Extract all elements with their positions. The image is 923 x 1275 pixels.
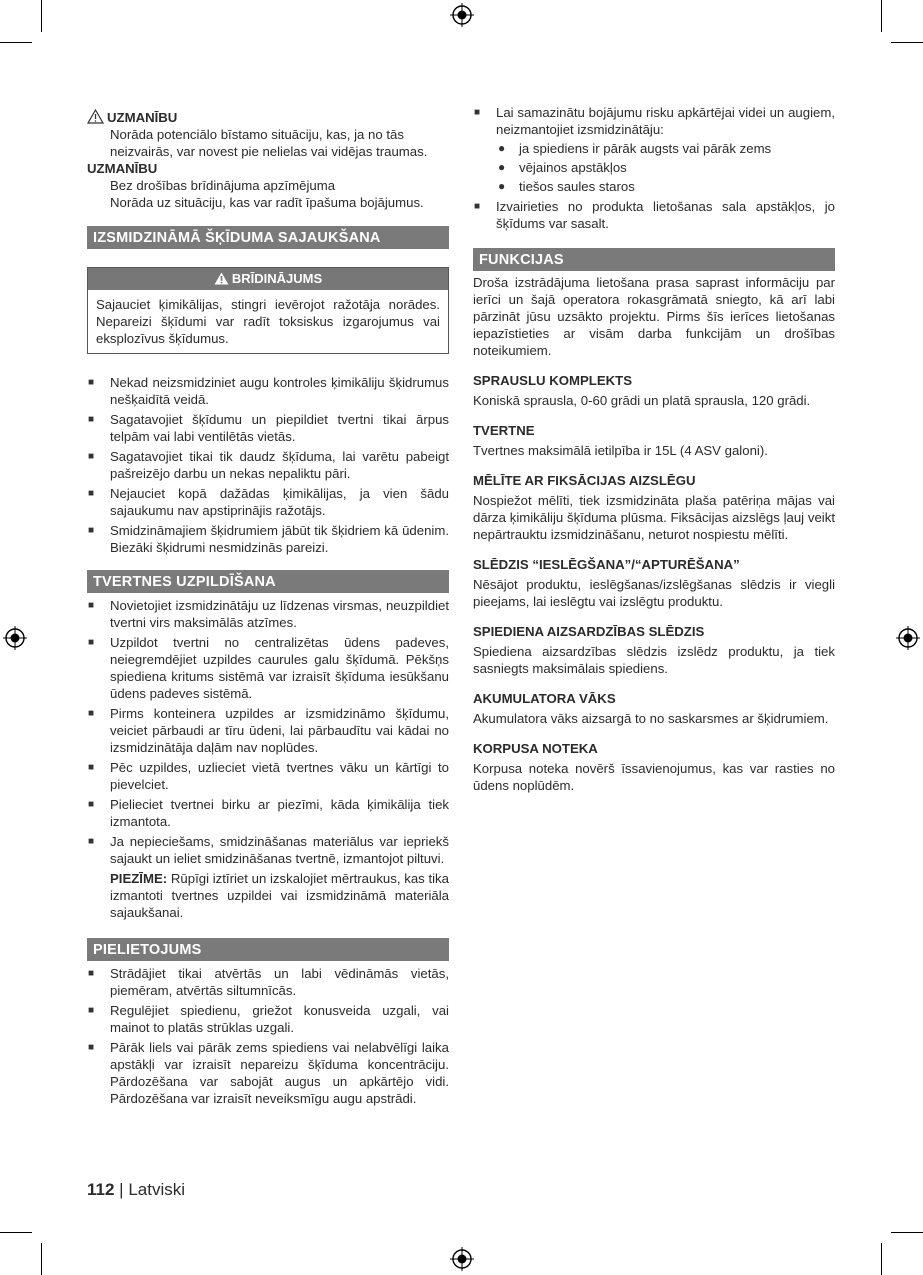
list-item: ■ Regulējiet spiedienu, griežot konusveida uzgali, vai mainot to platās strūklas uzgali. (88, 1003, 449, 1035)
warning-triangle-icon (87, 109, 104, 124)
page-footer (87, 1181, 185, 1198)
list-item: ■ Smidzināmajiem šķidrumiem jābūt tik šķidriem kā ūdenim. Biezāki šķidrumi nesmidzinās pareizi. (88, 523, 449, 555)
registration-mark-icon (3, 626, 27, 650)
list-item: ■ Novietojiet izsmidzinātāju uz līdzenas virsmas, neuzpildiet tvertni virs maksimālās atzīmes. (88, 598, 449, 630)
list-item: ■ Nejauciet kopā dažādas ķimikālijas, ja vien šādu sajaukumu nav apstiprinājis ražotājs. (88, 486, 449, 518)
mixing-list (87, 374, 449, 556)
crop-mark (41, 1243, 42, 1275)
caution-title: UZMANĪBU (87, 109, 449, 126)
registration-mark-icon (450, 1247, 474, 1271)
crop-mark (41, 0, 42, 32)
crop-mark (891, 42, 923, 43)
feature-section (473, 623, 835, 677)
note (110, 870, 449, 921)
list-item: ■ Sagatavojiet šķīdumu un piepildiet tvertni tikai ārpus telpām vai labi ventilētās vietās. (88, 412, 449, 444)
list-item: ■ Uzpildot tvertni no centralizētas ūdens padeves, neiegremdējiet uzpildes caurules galu šķīdumā. Pēkšņs spiediena kritums sistēmā var izraisīt šķīduma iesūkšanu ūdens padeves sistēmā. (88, 635, 449, 701)
note-text: Rūpīgi iztīriet un izskalojiet mērtraukus, kas tika izmantoti tvertnes uzpildei vai izsmidzināmā materiāla sajaukšanai. (110, 871, 449, 920)
warning-box-text: Sajauciet ķimikālijas, stingri ievērojot ražotāja norādes. Nepareizi šķīdumi var radīt toksiskus izgarojumus vai eksplozīvus šķīdumus. (96, 297, 440, 346)
feature-section (473, 556, 835, 610)
left-column (87, 109, 449, 1110)
feature-title: MĒLĪTE AR FIKSĀCIJAS AIZSLĒGU (473, 473, 696, 488)
sublist-item: ● tiešos saules staros (498, 179, 635, 194)
page-number: 112 (87, 1180, 115, 1199)
list-item: ■ Pārāk liels vai pārāk zems spiediens vai nelabvēlīgi laika apstākļi var izraisīt nepareizu šķīduma koncentrāciju. Pārdozēšana var sabojāt augus un apkārtējo vidi. Pārdozēšana var izraisīt neveiksmīgu augu apstrādi. (88, 1040, 449, 1106)
feature-title: SPIEDIENA AIZSARDZĪBAS SLĒDZIS (473, 624, 705, 639)
warning-box (87, 267, 449, 354)
feature-text: Nēsājot produktu, ieslēgšanas/izslēgšanas slēdzis ir viegli pieejams, lai ieslēgtu vai izslēgtu produktu. (473, 577, 835, 609)
caution-desc-2a: Bez drošības brīdinājuma apzīmējuma (110, 178, 336, 193)
caution-block (87, 109, 449, 211)
section-header-usage: PIELIETOJUMS (87, 938, 449, 961)
section-header-mixing: IZSMIDZINĀMĀ ŠĶĪDUMA SAJAUKŠANA (87, 226, 449, 249)
feature-text: Korpusa noteka novērš īssavienojumus, kas var rasties no ūdens noplūdēm. (473, 761, 835, 793)
list-item: ■ Pielieciet tvertnei birku ar piezīmi, kāda ķimikālija tiek izmantota. (88, 797, 449, 829)
feature-section (473, 472, 835, 543)
feature-text: Koniskā sprausla, 0-60 grādi un platā sprausla, 120 grādi. (473, 393, 811, 408)
feature-title: TVERTNE (473, 423, 535, 438)
caution-desc: Norāda potenciālo bīstamo situāciju, kas, ja no tās neizvairās, var novest pie nelielas vai vidējas traumas. (110, 127, 428, 159)
note-label: PIEZĪME: (110, 871, 168, 886)
feature-section (473, 690, 835, 727)
crop-mark (0, 1232, 32, 1233)
feature-text: Spiediena aizsardzības slēdzis izslēdz produktu, ja tiek sasniegts maksimālais spiediens. (473, 644, 835, 676)
sublist-item: ● ja spiediens ir pārāk augsts vai pārāk zems (498, 141, 772, 156)
caution-title-2: UZMANĪBU (87, 161, 158, 176)
feature-section (473, 422, 835, 459)
footer-separator: | (114, 1180, 129, 1199)
list-item: ■ Sagatavojiet tikai tik daudz šķīduma, lai varētu pabeigt pašreizējo darbu un nekas nepaliktu pāri. (88, 449, 449, 481)
list-item: ■ Strādājiet tikai atvērtās un labi vēdināmās vietās, piemēram, atvērtās siltumnīcās. (88, 966, 449, 998)
feature-text: Tvertnes maksimālā ietilpība ir 15L (4 ASV galoni). (473, 443, 768, 458)
usage-list (87, 965, 449, 1107)
crop-mark (881, 1243, 882, 1275)
feature-title: SLĒDZIS “IESLĒGŠANA”/“APTURĒŠANA” (473, 557, 740, 572)
feature-text: Akumulatora vāks aizsargā to no saskarsmes ar šķidrumiem. (473, 711, 829, 726)
filling-list (87, 597, 449, 921)
list-item: ■ Ja nepieciešams, smidzināšanas materiālus var iepriekš sajaukt un ieliet smidzināšanas tvertnē, izmantojot piltuvi. PIEZĪME: Rūpīgi iztīriet un izskalojiet mērtraukus, kas tika izmantoti tvertnes uzpildei vai izsmidzināmā materiāla sajaukšanai. (88, 834, 449, 920)
crop-mark (0, 42, 32, 43)
list-item: ■ Izvairieties no produkta lietošanas sala apstākļos, jo šķīdums var sasalt. (474, 199, 835, 231)
registration-mark-icon (896, 626, 920, 650)
list-item: ■ Nekad neizsmidziniet augu kontroles ķimikāliju šķidrumus nešķaidītā veidā. (88, 375, 449, 407)
list-item: ■ Lai samazinātu bojājumu risku apkārtējai videi un augiem, neizmantojiet izsmidzinātāju: ● ja spiediens ir pārāk augsts vai pārāk zems ● vējainos apstākļos ● tiešos saules staros (474, 105, 835, 194)
features-intro: Droša izstrādājuma lietošana prasa saprast informāciju par ierīci un šajā operatora rokasgrāmatā sniegto, kā arī labi pārzināt jūsu uzsākto projektu. Pirms šīs ierīces lietošanas iepazīstieties ar visām darba funkcijām un drošības noteikumiem. (473, 275, 835, 358)
environment-list (473, 104, 835, 232)
section-header-features: FUNKCIJAS (473, 248, 835, 271)
feature-title: KORPUSA NOTEKA (473, 741, 598, 756)
crop-mark (881, 0, 882, 32)
conditions-sublist (496, 140, 835, 195)
right-column (473, 104, 835, 794)
crop-mark (891, 1232, 923, 1233)
list-item: ■ Pirms konteinera uzpildes ar izsmidzināmo šķīdumu, veiciet pārbaudi ar tīru ūdeni, lai pārbaudītu vai kādai no izsmidzinātāja daļām nav noplūdes. (88, 706, 449, 755)
registration-mark-icon (450, 3, 474, 27)
list-item: ■ Pēc uzpildes, uzlieciet vietā tvertnes vāku un kārtīgi to pievelciet. (88, 760, 449, 792)
warning-box-title: BRĪDINĀJUMS (88, 268, 448, 290)
feature-section (473, 372, 835, 409)
sublist-item: ● vējainos apstākļos (498, 160, 627, 175)
feature-title: SPRAUSLU KOMPLEKTS (473, 373, 632, 388)
section-header-filling: TVERTNES UZPILDĪŠANA (87, 570, 449, 593)
footer-language: Latviski (128, 1180, 185, 1199)
feature-section (473, 740, 835, 794)
feature-title: AKUMULATORA VĀKS (473, 691, 616, 706)
warning-triangle-icon (214, 272, 229, 285)
feature-text: Nospiežot mēlīti, tiek izsmidzināta plaša patēriņa mājas vai dārza ķimikāliju šķīduma plūsma. Fiksācijas aizslēgs ļauj veikt nepārtrauktu izsmidzināšanu, neturot nospiestu mēlīti. (473, 493, 835, 542)
caution-desc-2b: Norāda uz situāciju, kas var radīt īpašuma bojājumus. (110, 195, 424, 210)
